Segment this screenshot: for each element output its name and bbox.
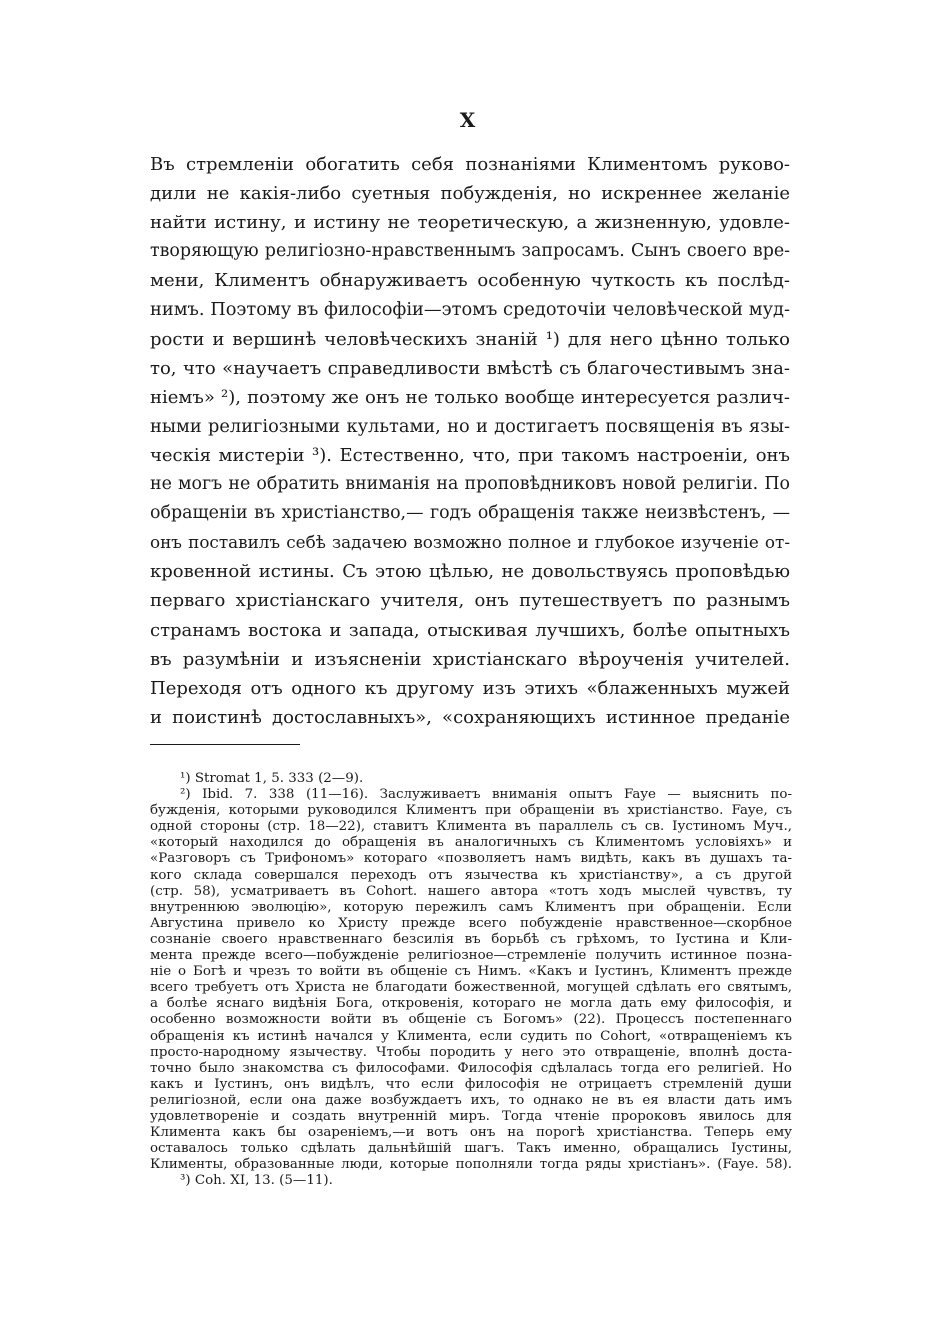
footnote-line: сознаніе своего нравственнаго безсилія въ борьбѣ съ грѣхомъ, то Іустина и Кли- bbox=[150, 931, 792, 947]
body-line: ніемъ» ²), поэтому же онъ не только вообще интересуется различ- bbox=[150, 386, 790, 408]
body-line: Въ стремленіи обогатить себя познаніями Климентомъ руково- bbox=[150, 154, 790, 175]
footnote-line: удовлетвореніе и создать внутренній миръ. Тогда чтеніе пророковъ явилось для bbox=[150, 1108, 792, 1124]
body-line: перваго христіанскаго учителя, онъ путешествуетъ по разнымъ bbox=[150, 590, 790, 612]
body-line: въ разумѣніи и изъясненіи христіанскаго вѣроученія учителей. bbox=[150, 648, 790, 670]
footnote-line: (стр. 58), усматриваетъ въ Cohort. нашего автора «тотъ ходъ мыслей чувствъ, ту bbox=[150, 883, 792, 899]
body-line: то, что «научаетъ справедливости вмѣстѣ съ благочестивымъ зна- bbox=[150, 357, 790, 379]
body-line: рости и вершинѣ человѣческихъ знаній ¹) для него цѣнно только bbox=[150, 328, 790, 350]
footnote-line: ²) Ibid. 7. 338 (11—16). Заслуживаетъ вниманія опытъ Faye — выяснить по- bbox=[180, 787, 792, 803]
footnote-line: ¹) Stromat 1, 5. 333 (2—9). bbox=[180, 771, 364, 786]
footnote-line: особенно возможности войти въ общеніе съ Богомъ» (22). Процессъ постепеннаго bbox=[150, 1012, 792, 1028]
footnote-line: всего требуетъ отъ Христа не благодати божественной, могущей сдѣлать его святымъ, bbox=[150, 980, 792, 996]
body-line: дили не какія-либо суетныя побужденія, но искреннее желаніе bbox=[150, 183, 790, 205]
body-line: и поистинѣ достославныхъ», «сохраняющихъ истинное преданіе bbox=[150, 706, 790, 728]
footnotes bbox=[150, 771, 792, 1189]
footnote-line: «который находился до обращенія въ аналогичныхъ съ Климентомъ условіяхъ» и bbox=[150, 835, 792, 851]
footnote-line: просто-народному язычеству. Чтобы породить у него это отвращеніе, вполнѣ доста- bbox=[150, 1044, 792, 1060]
footnote-line: религіозной, если она даже возбуждаетъ ихъ, то однако не въ ея власти дать имъ bbox=[150, 1092, 792, 1108]
body-line: творяющую религіозно-нравственнымъ запросамъ. Сынъ своего вре- bbox=[150, 241, 790, 262]
body-line: обращеніи въ христіанство,— годъ обращенія также неизвѣстенъ, — bbox=[150, 503, 790, 524]
footnote-line: Клименты, образованные люди, которые пополняли тогда ряды христіанъ». (Faye. 58). bbox=[150, 1157, 792, 1173]
body-line: ными религіозными культами, но и достигаетъ посвященія въ язы- bbox=[150, 415, 790, 437]
page-number: X bbox=[459, 108, 477, 132]
footnote-line: ³) Coh. XI, 13. (5—11). bbox=[180, 1173, 333, 1189]
main-text bbox=[150, 150, 790, 732]
footnote-line: ніе о Богѣ и чрезъ то войти въ общеніе съ Нимъ. «Какъ и Іустинъ, Климентъ прежде bbox=[150, 964, 792, 980]
body-line: странамъ востока и запада, отыскивая лучшихъ, болѣе опытныхъ bbox=[150, 619, 790, 641]
body-line: онъ поставилъ себѣ задачею возможно полное и глубокое изученіе от- bbox=[150, 532, 790, 553]
body-line: кровенной истины. Съ этою цѣлью, не довольствуясь проповѣдью bbox=[150, 561, 790, 583]
body-line: Переходя отъ одного къ другому изъ этихъ «блаженныхъ мужей bbox=[150, 677, 790, 699]
body-line: нимъ. Поэтому въ философіи—этомъ средоточіи человѣческой муд- bbox=[150, 299, 790, 321]
body-line: ческія мистеріи ³). Естественно, что, при такомъ настроеніи, онъ bbox=[150, 444, 790, 466]
footnote-line: кого склада совершался переходъ отъ язычества къ христіанству», а съ другой bbox=[150, 867, 792, 883]
body-line: мени, Климентъ обнаруживаетъ особенную чуткость къ послѣд- bbox=[150, 270, 790, 292]
footnote-line: Климента какъ бы озареніемъ,—и вотъ онъ на порогѣ христіанства. Теперь ему bbox=[150, 1125, 792, 1141]
footnote-line: бужденія, которыми руководился Климентъ при обращеніи въ христіанство. Faye, съ bbox=[150, 803, 792, 819]
footnote-line: одной стороны (стр. 18—22), ставитъ Климента въ параллель съ св. Іустиномъ Муч., bbox=[150, 819, 792, 835]
body-line: найти истину, и истину не теоретическую, а жизненную, удовле- bbox=[150, 212, 790, 234]
footnote-line: какъ и Іустинъ, онъ видѣлъ, что если философія не отрицаетъ стремленій души bbox=[150, 1076, 792, 1092]
body-line: не могъ не обратить вниманія на проповѣдниковъ новой религіи. По bbox=[150, 474, 790, 495]
footnote-line: обращенія къ истинѣ начался у Климента, если судить по Cohort, «отвращеніемъ къ bbox=[150, 1028, 792, 1044]
footnote-line: Августина привело ко Христу прежде всего побужденіе нравственное—скорбное bbox=[150, 915, 792, 931]
footnote-divider bbox=[150, 744, 300, 745]
footnote-line: внутреннюю эволюцію», которую пережилъ самъ Климентъ при обращеніи. Если bbox=[150, 899, 792, 915]
footnote-line: «Разговоръ съ Трифономъ» котораго «позволяетъ намъ видѣть, какъ въ душахъ та- bbox=[150, 851, 792, 867]
footnote-line: а болѣе яснаго видѣнія Бога, откровенія, котораго не могла дать ему философія, и bbox=[150, 996, 792, 1012]
footnote-line: мента прежде всего—побужденіе религіозное—стремленіе получить истинное позна- bbox=[150, 948, 792, 964]
footnote-line: точно было знакомства съ философами. Философія сдѣлалась тогда его религіей. Но bbox=[150, 1060, 792, 1076]
footnote-line: оставалось только сдѣлать дальнѣйшій шагъ. Такъ именно, обращались Іустины, bbox=[150, 1141, 792, 1157]
